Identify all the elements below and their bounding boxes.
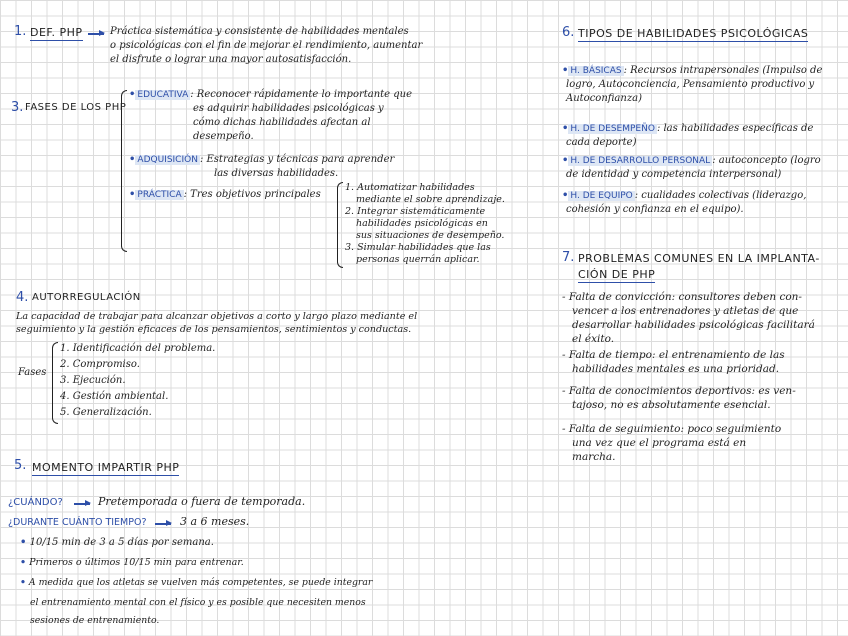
tipo-equipo-line-2: cohesión y confianza en el equipo). — [566, 204, 744, 215]
problema-1-line-2: vencer a los entrenadores y atletas de que — [572, 305, 799, 317]
problema-1-line-1: - Falta de convicción: consultores deben con- — [562, 291, 802, 303]
objective-3: 3. Simular habilidades que las — [345, 242, 491, 253]
tipo-equipo: • H. DE EQUIPO : cualidades colectivas (liderazgo, — [562, 190, 807, 201]
tipo-basicas: • H. BÁSICAS : Recursos intrapersonales (Impulso de — [562, 65, 823, 76]
section-3-title: FASES DE LOS PHP — [25, 102, 127, 113]
objective-3-cont: personas querrán aplicar. — [356, 254, 480, 265]
cuando-question: ¿CUÁNDO? — [8, 497, 63, 508]
momento-bullet-3: • A medida que los atletas se vuelven más competentes, se puede integrar — [20, 577, 373, 588]
momento-bullet-2-text: Primeros o últimos 10/15 min para entrenar. — [29, 557, 244, 568]
section-3-number: 3. — [11, 100, 24, 115]
tipo-desempeno-line-2: cada deporte) — [566, 137, 637, 148]
section-6-number: 6. — [562, 25, 575, 40]
section-7-number: 7. — [562, 250, 575, 265]
section-5-title: MOMENTO IMPARTIR PHP — [32, 461, 180, 474]
objectives-brace — [337, 182, 343, 268]
fase-4: 4. Gestión ambiental. — [60, 391, 169, 402]
problema-2-line-1: - Falta de tiempo: el entrenamiento de las — [562, 349, 785, 361]
section-7-title-line-2: CIÓN DE PHP — [578, 268, 656, 281]
section-5-number: 5. — [14, 458, 27, 473]
momento-bullet-3-text: A medida que los atletas se vuelven más competentes, se puede integrar — [28, 577, 373, 588]
section-1-number: 1. — [14, 24, 27, 39]
phase-educativa-label: EDUCATIVA — [137, 90, 189, 100]
momento-bullet-1: • 10/15 min de 3 a 5 días por semana. — [20, 537, 214, 548]
problema-4-line-1: - Falta de seguimiento: poco seguimiento — [562, 423, 782, 435]
problema-3-line-1: - Falta de conocimientos deportivos: es ven- — [562, 385, 796, 397]
section-4-title: AUTORREGULACIÓN — [32, 292, 141, 303]
section-7-title-line-1: PROBLEMAS COMUNES EN LA IMPLANTA- — [578, 252, 820, 265]
tipo-desempeno: • H. DE DESEMPEÑO : las habilidades específicas de — [562, 123, 814, 134]
duracion-question: ¿DURANTE CUÁNTO TIEMPO? — [8, 517, 147, 528]
tipo-desarrollo-line-1: : autoconcepto (logro — [712, 155, 821, 166]
phase-adquisicion-line-2: las diversas habilidades. — [214, 168, 339, 179]
fases-label: Fases — [18, 367, 47, 378]
fase-3: 3. Ejecución. — [60, 375, 126, 386]
objective-2: 2. Integrar sistemáticamente — [345, 206, 486, 217]
phases-brace — [121, 90, 127, 252]
objective-1-cont: mediante el sobre aprendizaje. — [356, 194, 505, 205]
section-4-number: 4. — [16, 290, 29, 305]
problema-4-line-2: una vez que el programa está en — [572, 437, 747, 449]
fase-5: 5. Generalización. — [60, 407, 152, 418]
section-1-line-3: el disfrute o lograr una mayor autosatisfacción. — [110, 54, 352, 65]
phase-educativa-line-4: desempeño. — [193, 131, 254, 142]
momento-bullet-3-cont-2: sesiones de entrenamiento. — [30, 615, 160, 626]
momento-bullet-3-cont-1: el entrenamiento mental con el físico y es posible que necesiten menos — [30, 597, 366, 608]
section-6-title: TIPOS DE HABILIDADES PSICOLÓGICAS — [578, 27, 809, 40]
cuando-answer: Pretemporada o fuera de temporada. — [98, 495, 306, 508]
phase-adquisicion: • ADQUISICIÓN : Estrategias y técnicas para aprender — [129, 154, 395, 165]
phase-educativa-line-3: cómo dichas habilidades afectan al — [193, 117, 371, 128]
arrow-icon — [155, 523, 171, 525]
section-4-line-1: La capacidad de trabajar para alcanzar objetivos a corto y largo plazo mediante el — [16, 311, 418, 322]
arrow-icon — [88, 33, 104, 35]
phase-educativa-line-1: : Reconocer rápidamente lo importante que — [190, 89, 413, 100]
momento-bullet-1-text: 10/15 min de 3 a 5 días por semana. — [29, 537, 214, 548]
tipo-desempeno-label: H. DE DESEMPEÑO — [570, 124, 655, 134]
section-1-line-2: o psicológicas con el fin de mejorar el rendimiento, aumentar — [110, 40, 423, 51]
problema-1-line-4: el éxito. — [572, 333, 615, 345]
fase-2: 2. Compromiso. — [60, 359, 140, 370]
tipo-basicas-label: H. BÁSICAS — [570, 66, 622, 76]
phase-educativa-line-2: es adquirir habilidades psicológicas y — [193, 103, 384, 114]
problema-4-line-3: marcha. — [572, 451, 616, 463]
phase-practica: • PRÁCTICA : Tres objetivos principales — [129, 189, 321, 200]
phase-practica-label: PRÁCTICA — [137, 190, 182, 200]
fase-1: 1. Identificación del problema. — [60, 343, 216, 354]
objective-2-cont-1: habilidades psicológicas en — [356, 218, 488, 229]
tipo-desempeno-line-1: : las habilidades específicas de — [656, 123, 814, 134]
duracion-answer: 3 a 6 meses. — [180, 515, 250, 528]
section-4-line-2: seguimiento y la gestión eficaces de los pensamientos, sentimientos y conductas. — [16, 324, 412, 335]
tipo-desarrollo: • H. DE DESARROLLO PERSONAL : autoconcepto (logro — [562, 155, 821, 166]
problema-2-line-2: habilidades mentales es una prioridad. — [572, 363, 780, 375]
tipo-desarrollo-line-2: de identidad y competencia interpersonal) — [566, 169, 782, 180]
tipo-basicas-line-1: : Recursos intrapersonales (Impulso de — [623, 65, 823, 76]
tipo-equipo-label: H. DE EQUIPO — [570, 191, 633, 201]
section-1-label: DEF. PHP — [30, 26, 83, 39]
arrow-icon — [74, 503, 90, 505]
tipo-basicas-line-2: logro, Autoconciencia, Pensamiento productivo y — [566, 79, 815, 90]
section-1-line-1: Práctica sistemática y consistente de habilidades mentales — [110, 26, 409, 37]
problema-3-line-2: tajoso, no es absolutamente esencial. — [572, 399, 771, 411]
phase-adquisicion-label: ADQUISICIÓN — [137, 155, 198, 165]
tipo-desarrollo-label: H. DE DESARROLLO PERSONAL — [570, 156, 711, 166]
momento-bullet-2: • Primeros o últimos 10/15 min para entrenar. — [20, 557, 244, 568]
tipo-basicas-line-3: Autoconfianza) — [566, 93, 642, 104]
problema-1-line-3: desarrollar habilidades psicológicas facilitará — [572, 319, 815, 331]
phase-educativa: • EDUCATIVA : Reconocer rápidamente lo importante que — [129, 89, 413, 100]
phase-practica-text: : Tres objetivos principales — [183, 189, 321, 200]
phase-adquisicion-line-1: : Estrategias y técnicas para aprender — [199, 154, 395, 165]
fases-brace — [52, 342, 58, 424]
objective-1: 1. Automatizar habilidades — [345, 182, 475, 193]
tipo-equipo-line-1: : cualidades colectivas (liderazgo, — [634, 190, 807, 201]
objective-2-cont-2: sus situaciones de desempeño. — [356, 230, 505, 241]
